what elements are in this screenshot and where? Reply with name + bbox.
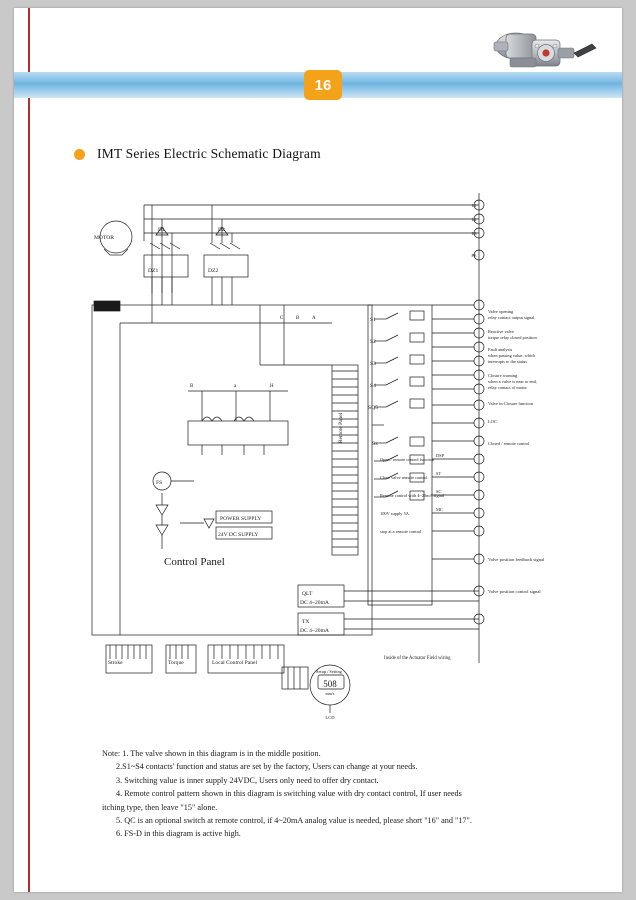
signal-label-6: Closed / remote control — [488, 441, 530, 446]
label-dz1: DZ1 — [148, 268, 159, 274]
label-power-supply-2: 24V DC SUPPLY — [218, 532, 259, 538]
page — [14, 8, 622, 892]
label-s3: S3 — [370, 361, 376, 367]
note-line-4: 4. Remote control pattern shown in this diagram is switching value with dry contact control, If user needs — [116, 789, 462, 799]
label-meter-unit: mm/s — [325, 691, 335, 696]
signal-label-1: Valve opening — [488, 309, 514, 314]
control-panel-label: Control Panel — [164, 556, 225, 568]
right-small-label-st: ST — [436, 471, 442, 476]
label-fs: FS — [156, 480, 163, 486]
signal-label-3: Fault analysis — [488, 347, 513, 352]
label-meter-setup: Setup / Setting — [316, 669, 342, 674]
note-line-6: 5. QC is an optional switch at remote control, if 4~20mA analog value is needed, please short "16" and "17". — [116, 816, 472, 826]
signal-label-5: Valve in Closure function — [488, 401, 533, 406]
label-sx: Sx — [372, 441, 378, 447]
section-title-text: IMT Series Electric Schematic Diagram — [97, 146, 321, 161]
label-tx-range: DC 4~20mA — [300, 628, 329, 634]
signal-label-7: Open / remote control function — [380, 457, 435, 462]
signal-label-10: 100V supply 5A — [380, 511, 409, 516]
signal-label-3b: when passing value, which — [488, 353, 536, 358]
note-line-7: 6. FS-D in this diagram is active high. — [116, 829, 241, 839]
signal-label-1b: relay contact output signal — [488, 315, 535, 320]
note-line-1: 1. The valve shown in this diagram is in the middle position. — [122, 749, 321, 758]
right-small-label-mc: MC — [436, 507, 443, 512]
label-torque-box: Torque — [168, 660, 184, 666]
note-line-5: itching type, then leave "15" alone. — [102, 802, 218, 812]
signal-label-8: Close valve remote control — [380, 475, 428, 480]
signal-label-4b: when a valve is near to end, — [488, 379, 537, 384]
section-title — [74, 146, 321, 162]
label-stroke-box: Stroke — [108, 660, 123, 666]
right-small-label-sc: SC — [436, 489, 442, 494]
terminal-pe: PE — [471, 253, 477, 258]
signal-label-11: stop at a remote control — [380, 529, 422, 534]
signal-label-control: Valve position control signal — [488, 589, 541, 594]
label-s1: S1 — [370, 317, 376, 323]
phase-letter-a: B — [190, 384, 194, 389]
terminal-l1: L1 — [471, 203, 477, 208]
page-number: 16 — [304, 70, 342, 100]
schematic-diagram — [84, 193, 554, 738]
label-meter-code: LCD — [325, 715, 335, 720]
note-line-3: 3. Switching value is inner supply 24VDC, Users only need to offer dry contact. — [116, 775, 379, 785]
note-line-2: 2.S1~S4 contacts' function and status are set by the factory, Users can change at your needs. — [116, 762, 418, 772]
notes-block — [102, 748, 572, 842]
bullet-icon — [74, 149, 85, 160]
terminal-letter-c: C — [280, 316, 284, 321]
label-local-control-panel: Local Control Panel — [212, 660, 258, 666]
terminal-l3: L3 — [471, 231, 477, 236]
label-sq5: SQ5 — [368, 405, 378, 411]
label-qlt: QLT — [302, 591, 313, 597]
label-d2: D2 — [218, 227, 225, 233]
label-s4: S4 — [370, 383, 376, 389]
signal-label-4c: relay contact of motor — [488, 385, 527, 390]
terminal-letter-a: A — [312, 316, 316, 321]
phase-letter-b: a — [234, 384, 237, 389]
motor-label: MOTOR — [93, 235, 115, 241]
label-inside-outside: Inside of the Actuator Field wiring — [384, 656, 451, 661]
signal-label-3c: interrupts to the status — [488, 359, 527, 364]
label-tx: TX — [302, 619, 310, 625]
remote-panel-label: Remote Panel — [338, 412, 344, 443]
terminal-l2: L2 — [471, 217, 477, 222]
phase-letter-c: H — [270, 384, 274, 389]
label-meter-value: 508 — [323, 679, 337, 689]
label-power-supply-1: POWER SUPPLY — [220, 516, 262, 522]
signal-label-feedback: Valve position feedback signal — [488, 557, 545, 562]
signal-label-9: Remote control with 4~20mA signal — [380, 493, 445, 498]
right-small-label-dsp: DSP — [436, 453, 445, 458]
terminal-letter-b: B — [296, 316, 300, 321]
label-s2: S2 — [370, 339, 376, 345]
label-d1: D1 — [158, 227, 165, 233]
signal-label-2b: torque relay closed position — [488, 335, 537, 340]
signal-label-2: Reactive valve — [488, 329, 514, 334]
signal-label-loc: LOC — [488, 419, 497, 424]
signal-label-4: Closure warning — [488, 373, 518, 378]
label-dz2: DZ2 — [208, 268, 219, 274]
note-heading: Note: — [102, 749, 121, 758]
label-qlt-range: DC 4~20mA — [300, 600, 329, 606]
left-red-rule — [28, 8, 30, 892]
